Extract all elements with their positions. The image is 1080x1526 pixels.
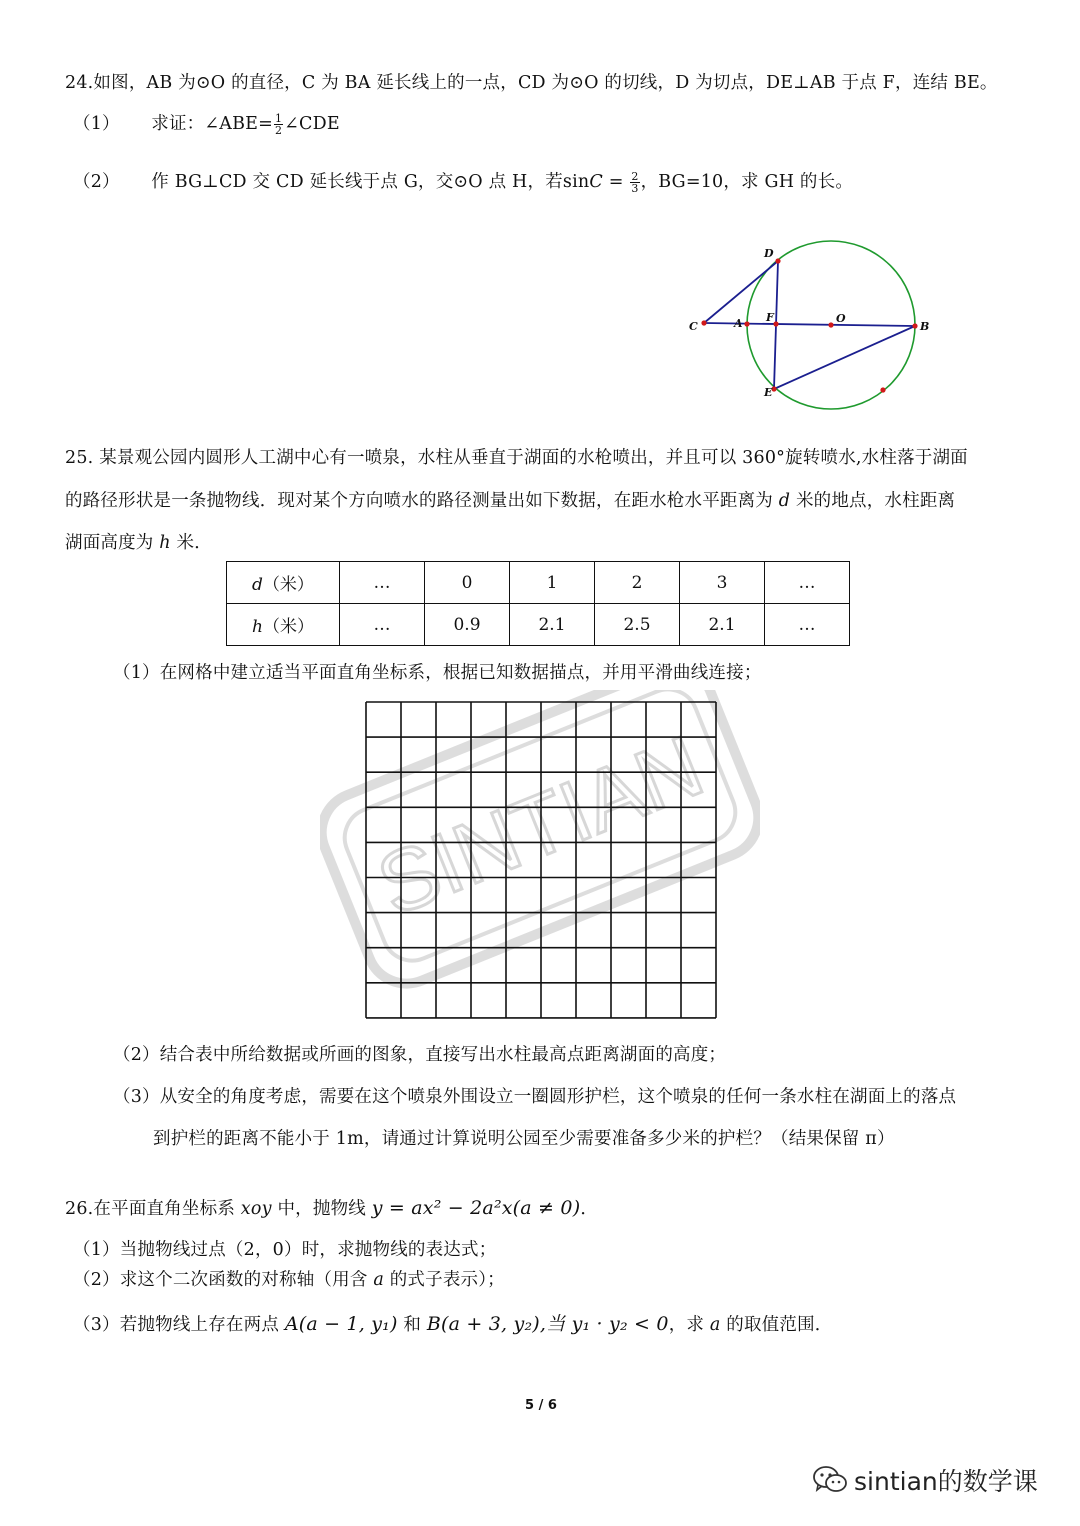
q24-part1-text-end: ∠CDE — [284, 114, 340, 134]
table-cell: 2.1 — [680, 604, 765, 646]
table-cell: 0.9 — [425, 604, 510, 646]
q26-point-a: A(a − 1, y₁) — [284, 1313, 398, 1335]
q26-part3-and: 和 — [403, 1315, 422, 1335]
point-b — [912, 323, 917, 328]
q24-var-c: C — [589, 172, 603, 192]
q25-stem-line2-a: 的路径形状是一条抛物线．现对某个方向喷水的路径测量出如下数据，在距水枪水平距离为 — [65, 491, 773, 511]
q25-stem-line2-b: 米的地点，水柱距离 — [795, 491, 956, 511]
q25-stem-line2 — [65, 487, 955, 512]
var-d: d — [252, 575, 263, 595]
q25-coordinate-grid — [320, 690, 760, 1030]
q26-part2 — [73, 1266, 505, 1291]
point-d — [775, 258, 780, 263]
q25-var-h: h — [159, 533, 171, 553]
q24-sin: sin — [562, 172, 590, 192]
fraction-numerator: 2 — [631, 170, 639, 183]
q26-part1: （1）当抛物线过点（2，0）时，求抛物线的表达式； — [73, 1240, 497, 1260]
page-number: 5 / 6 — [525, 1398, 557, 1413]
table-cell: 0 — [425, 562, 510, 604]
q26-part3 — [73, 1309, 832, 1336]
q26-part3-post: ，求 — [668, 1315, 705, 1335]
wechat-icon — [812, 1465, 848, 1495]
q26-stem-mid: 中，抛物线 — [277, 1199, 366, 1219]
q25-stem-line3 — [65, 529, 212, 554]
q26-stem-end: ． — [580, 1199, 599, 1219]
unit-label: （米） — [262, 617, 314, 637]
q26-xoy: xoy — [240, 1199, 272, 1219]
brand-name: sintian的数学课 — [854, 1467, 1038, 1496]
q25-var-d: d — [778, 491, 791, 511]
point-o — [828, 322, 833, 327]
q26-stem — [65, 1195, 598, 1220]
table-cell: 2 — [595, 562, 680, 604]
point-a — [744, 321, 749, 326]
q24-part2-fraction — [630, 171, 639, 194]
fraction-denominator: 2 — [274, 124, 283, 137]
q26-part3-end: 的取值范围． — [726, 1315, 833, 1335]
q25-part3-line2: 到护栏的距离不能小于 1m，请通过计算说明公园至少需要准备多少米的护栏？（结果保留 π） — [153, 1129, 895, 1149]
label-o: O — [836, 312, 846, 325]
q26-var-a: a — [373, 1270, 384, 1290]
table-cell: 2.1 — [510, 604, 595, 646]
q25-part3-line1: （3）从安全的角度考虑，需要在这个喷泉外围设立一圈圆形护栏，这个喷泉的任何一条水柱在湖面上的落点 — [113, 1087, 957, 1107]
table-row — [227, 562, 850, 604]
table-cell: … — [340, 562, 425, 604]
q26-formula: y = ax² − 2a²x(a ≠ 0) — [371, 1197, 581, 1219]
q26-var-a: a — [709, 1315, 721, 1335]
q25-part1: （1）在网格中建立适当平面直角坐标系，根据已知数据描点，并用平滑曲线连接； — [113, 663, 762, 683]
table-cell: 1 — [510, 562, 595, 604]
q26-part2-post: 的式子表示）； — [389, 1270, 505, 1290]
label-d: D — [764, 247, 774, 260]
label-c: C — [689, 320, 698, 333]
table-cell: 3 — [680, 562, 765, 604]
q24-part1 — [73, 110, 340, 136]
q24-geometry-figure — [680, 235, 930, 420]
label-f: F — [766, 311, 774, 324]
label-a: A — [734, 317, 743, 330]
var-h: h — [252, 617, 263, 637]
q26-stem-pre: 26.在平面直角坐标系 — [65, 1199, 236, 1219]
q25-part2: （2）结合表中所给数据或所画的图象，直接写出水柱最高点距离湖面的高度； — [113, 1045, 727, 1065]
table-cell: 2.5 — [595, 604, 680, 646]
table-cell: … — [340, 604, 425, 646]
q24-equals: = — [602, 172, 630, 192]
point-extra — [880, 387, 885, 392]
watermark-text: SINTIAN — [365, 717, 716, 934]
table-row-label-d — [227, 562, 340, 604]
label-e: E — [764, 386, 773, 399]
q26-condition: ,当 y₁ · y₂ < 0 — [539, 1313, 669, 1335]
q26-part3-pre: （3）若抛物线上存在两点 — [73, 1315, 280, 1335]
table-cell: … — [765, 604, 850, 646]
label-b: B — [920, 320, 930, 333]
q26-part2-pre: （2）求这个二次函数的对称轴（用含 — [73, 1270, 368, 1290]
point-c — [701, 320, 706, 325]
unit-label: （米） — [262, 575, 314, 595]
q24-part2-text: 作 BG⊥CD 交 CD 延长线于点 G，交⊙O 点 H，若 — [151, 172, 563, 192]
q24-part1-fraction — [274, 113, 283, 136]
q24-stem: 24.如图，AB 为⊙O 的直径，C 为 BA 延长线上的一点，CD 为⊙O 的切线，D 为切点，DE⊥AB 于点 F，连结 BE。 — [65, 73, 998, 93]
fraction-denominator: 3 — [631, 182, 639, 195]
table-row-label-h — [227, 604, 340, 646]
q24-part2-text-end: ，BG=10，求 GH 的长。 — [640, 172, 854, 192]
fraction-numerator: 1 — [274, 112, 283, 125]
table-cell: … — [765, 562, 850, 604]
q26-point-b: B(a + 3, y₂) — [426, 1313, 540, 1335]
q25-stem-line3-a: 湖面高度为 — [65, 533, 154, 553]
q24-part2 — [73, 168, 853, 194]
table-row — [227, 604, 850, 646]
q25-data-table — [226, 561, 850, 646]
brand-badge — [812, 1462, 1038, 1498]
q24-part1-text: 求证：∠ABE= — [151, 114, 273, 134]
q24-part2-number: （2） — [73, 172, 120, 192]
point-f — [773, 321, 778, 326]
q25-stem-line3-b: 米． — [176, 533, 212, 553]
q24-part1-number: （1） — [73, 114, 120, 134]
q25-stem-line1: 25. 某景观公园内圆形人工湖中心有一喷泉，水柱从垂直于湖面的水枪喷出，并且可以 360°旋转喷水,水柱落于湖面 — [65, 448, 968, 468]
